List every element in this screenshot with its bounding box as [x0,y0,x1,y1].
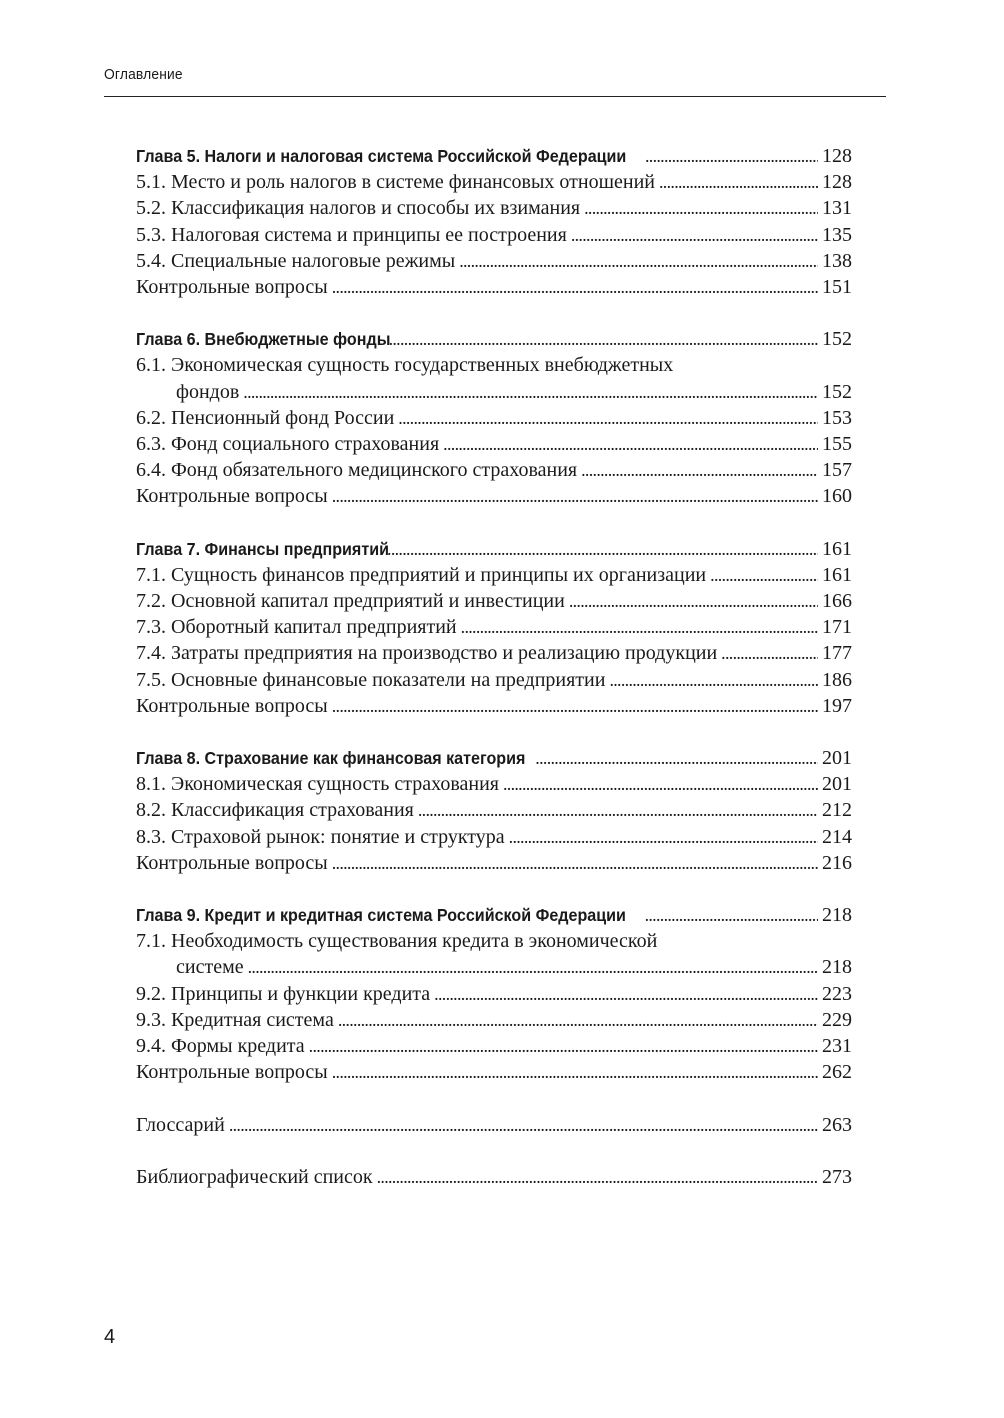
item-title: 9.3. Кредитная система [136,1008,334,1031]
section-gap [136,1138,852,1164]
toc-item-6-1-continued[interactable] [136,379,852,405]
dot-leader [461,614,818,640]
toc-chapter-8[interactable] [136,745,852,771]
item-title: Контрольные вопросы [136,276,328,299]
page-ref: 171 [822,616,852,639]
item-title-continued: системе [176,956,244,979]
item-title: 5.3. Налоговая система и принципы ее построения [136,223,567,246]
dot-leader [332,850,818,876]
toc-item-9-4[interactable] [136,1033,852,1059]
page-ref: 223 [822,982,852,1005]
toc-item-7-questions[interactable] [136,693,852,719]
toc-chapter-7[interactable] [136,536,852,562]
page-ref: 157 [822,459,852,482]
toc-chapter-6[interactable] [136,326,852,352]
dot-leader [584,195,818,221]
toc-item-7-2[interactable] [136,588,852,614]
page-ref: 151 [822,276,852,299]
item-title: Контрольные вопросы [136,851,328,874]
toc-item-6-3[interactable] [136,431,852,457]
page-ref: 229 [822,1008,852,1031]
item-title: 6.4. Фонд обязательного медицинского страхования [136,459,578,482]
dot-leader [569,588,818,614]
section-gap [136,1086,852,1112]
item-title: 7.4. Затраты предприятия на производство и реализацию продукции [136,642,718,665]
dot-leader [338,1007,818,1033]
chapter-title: Глава 7. Финансы предприятий [136,538,390,559]
dot-leader [389,326,818,352]
dot-leader [581,457,818,483]
dot-leader [229,1112,818,1138]
page-ref: 218 [822,904,852,927]
toc-item-5-1[interactable] [136,169,852,195]
item-title: 5.1. Место и роль налогов в системе финансовых отношений [136,171,655,194]
page-ref: 201 [822,747,852,770]
toc-item-8-questions[interactable] [136,850,852,876]
dot-leader [332,1059,818,1085]
chapter-title: Глава 6. Внебюджетные фонды [136,329,391,350]
dot-leader [434,981,818,1007]
page-ref: 212 [822,799,852,822]
page-ref: 152 [822,380,852,403]
dot-leader [332,274,818,300]
item-title: 8.1. Экономическая сущность страхования [136,773,499,796]
item-title: 7.5. Основные финансовые показатели на предприятии [136,668,606,691]
running-head: Оглавление [104,66,183,83]
toc-bibliography[interactable] [136,1164,852,1190]
toc-item-6-2[interactable] [136,405,852,431]
dot-leader [509,824,818,850]
toc-item-8-3[interactable] [136,824,852,850]
toc-item-9-3[interactable] [136,1007,852,1033]
item-title: Контрольные вопросы [136,485,328,508]
dot-leader [332,693,818,719]
dot-leader [398,405,818,431]
dot-leader [243,379,818,405]
toc-item-5-questions[interactable] [136,274,852,300]
item-title-continued: фондов [176,380,240,403]
item-title: 7.1. Сущность финансов предприятий и принципы их организации [136,563,707,586]
page-ref: 160 [822,485,852,508]
toc-item-6-4[interactable] [136,457,852,483]
page-ref: 273 [822,1165,852,1188]
item-title: 6.2. Пенсионный фонд России [136,406,395,429]
dot-leader [377,1164,818,1190]
item-title: 6.1. Экономическая сущность государственных внебюджетных [136,354,674,377]
item-title: 8.2. Классификация страхования [136,799,414,822]
dot-leader [535,745,818,771]
dot-leader [503,771,818,797]
dot-leader [387,536,818,562]
page-ref: 231 [822,1035,852,1058]
dot-leader [609,667,818,693]
page-ref: 197 [822,694,852,717]
item-title: Контрольные вопросы [136,1061,328,1084]
toc-item-8-2[interactable] [136,797,852,823]
item-title: 9.4. Формы кредита [136,1035,305,1058]
page-ref: 135 [822,223,852,246]
item-title: 7.2. Основной капитал предприятий и инвестиции [136,590,565,613]
page-ref: 128 [822,171,852,194]
item-title: 5.4. Специальные налоговые режимы [136,249,456,272]
toc-item-5-2[interactable] [136,195,852,221]
toc-item-9-1[interactable] [136,928,852,954]
section-gap [136,300,852,326]
page-ref: 186 [822,668,852,691]
chapter-title: Глава 5. Налоги и налоговая система Российской Федерации [136,146,627,166]
page-ref: 153 [822,406,852,429]
page-number: 4 [104,1326,116,1348]
item-title: 7.1. Необходимость существования кредита в экономической [136,930,658,953]
page-ref: 152 [822,328,852,351]
toc-item-5-4[interactable] [136,248,852,274]
page-ref: 218 [822,956,852,979]
page-ref: 155 [822,433,852,456]
dot-leader [645,902,818,928]
page-ref: 262 [822,1061,852,1084]
toc-chapter-9[interactable] [136,902,852,928]
page-ref: 263 [822,1113,852,1136]
item-title: Библиографический список [136,1165,373,1188]
page-ref: 214 [822,825,852,848]
toc-item-6-1[interactable] [136,352,852,378]
dot-leader [710,562,818,588]
table-of-contents [136,143,852,1190]
toc-item-7-5[interactable] [136,667,852,693]
page-ref: 131 [822,197,852,220]
section-gap [136,876,852,902]
section-gap [136,510,852,536]
dot-leader [459,248,818,274]
item-title: 6.3. Фонд социального страхования [136,433,440,456]
toc-item-7-1[interactable] [136,562,852,588]
dot-leader [309,1033,818,1059]
dot-leader [571,222,818,248]
chapter-title: Глава 9. Кредит и кредитная система Российской Федерации [136,905,626,926]
dot-leader [721,640,818,666]
dot-leader [645,143,818,169]
dot-leader [248,954,818,980]
dot-leader [659,169,818,195]
page-ref: 128 [822,145,852,167]
toc-item-9-2[interactable] [136,981,852,1007]
section-gap [136,719,852,745]
header-rule [104,96,886,97]
page-ref: 177 [822,642,852,665]
toc-item-8-1[interactable] [136,771,852,797]
page-ref: 161 [822,537,852,560]
page-ref: 138 [822,249,852,272]
dot-leader [418,797,818,823]
toc-glossary[interactable] [136,1112,852,1138]
item-title: 9.2. Принципы и функции кредита [136,982,431,1005]
page-ref: 161 [822,563,852,586]
page-ref: 201 [822,773,852,796]
chapter-title: Глава 8. Страхование как финансовая категория [136,748,526,769]
toc-item-5-3[interactable] [136,222,852,248]
item-title: Контрольные вопросы [136,694,328,717]
item-title: 5.2. Классификация налогов и способы их взимания [136,197,581,220]
toc-item-9-questions[interactable] [136,1059,852,1085]
page-ref: 216 [822,851,852,874]
toc-item-7-4[interactable] [136,640,852,666]
item-title: Глоссарий [136,1113,225,1136]
toc-item-9-1-continued[interactable] [136,954,852,980]
toc-chapter-5[interactable] [136,143,852,169]
dot-leader [443,431,818,457]
item-title: 8.3. Страховой рынок: понятие и структура [136,825,505,848]
toc-item-7-3[interactable] [136,614,852,640]
item-title: 7.3. Оборотный капитал предприятий [136,616,457,639]
dot-leader [332,483,818,509]
page-ref: 166 [822,590,852,613]
toc-item-6-questions[interactable] [136,483,852,509]
